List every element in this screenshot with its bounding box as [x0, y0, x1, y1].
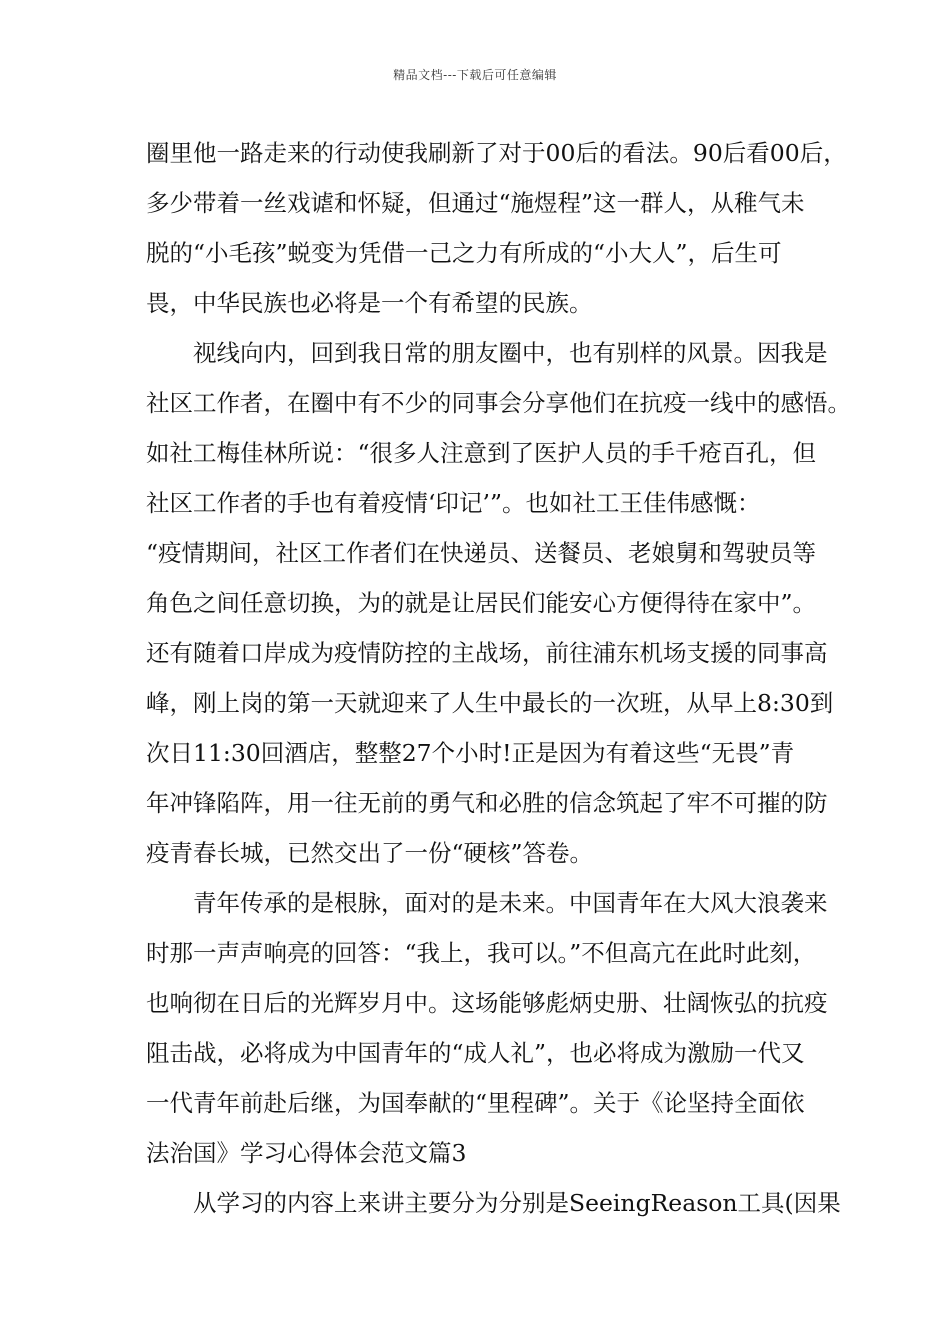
text-line: 时那一声声响亮的回答：“我上，我可以。”不但高亢在此时此刻， — [146, 939, 817, 967]
document-body — [146, 128, 851, 1228]
text-line: 疫青春长城，已然交出了一份“硬核”答卷。 — [146, 839, 594, 867]
text-line: 圈里他一路走来的行动使我刷新了对于00后的看法。90后看00后， — [146, 139, 847, 167]
page-header: 精品文档---下载后可任意编辑 — [393, 68, 557, 82]
text-line: 还有随着口岸成为疫情防控的主战场，前往浦东机场支援的同事高 — [146, 639, 828, 667]
text-line: 角色之间任意切换，为的就是让居民们能安心方便得待在家中”。 — [146, 589, 817, 617]
text-line: 如社工梅佳林所说：“很多人注意到了医护人员的手千疮百孔，但 — [146, 439, 817, 467]
text-line: 法治国》学习心得体会范文篇3 — [146, 1139, 467, 1167]
text-line: 社区工作者，在圈中有不少的同事会分享他们在抗疫一线中的感悟。 — [146, 389, 851, 417]
text-line: 从学习的内容上来讲主要分为分别是SeeingReason工具(因果 — [193, 1189, 841, 1217]
text-line: “疫情期间，社区工作者们在快递员、送餐员、老娘舅和驾驶员等 — [146, 539, 817, 567]
text-line: 一代青年前赴后继，为国奉献的“里程碑”。关于《论坚持全面依 — [146, 1089, 805, 1117]
text-line: 视线向内，回到我日常的朋友圈中，也有别样的风景。因我是 — [193, 339, 828, 367]
text-line: 也响彻在日后的光辉岁月中。这场能够彪炳史册、壮阔恢弘的抗疫 — [146, 989, 828, 1017]
text-line: 社区工作者的手也有着疫情‘印记’”。也如社工王佳伟感慨： — [146, 489, 761, 517]
text-line: 峰，刚上岗的第一天就迎来了人生中最长的一次班，从早上8:30到 — [146, 689, 834, 717]
text-line: 多少带着一丝戏谑和怀疑，但通过“施煜程”这一群人，从稚气未 — [146, 189, 805, 217]
text-line: 畏，中华民族也必将是一个有希望的民族。 — [146, 289, 593, 317]
text-line: 青年传承的是根脉，面对的是未来。中国青年在大风大浪袭来 — [193, 889, 828, 917]
text-line: 阻击战，必将成为中国青年的“成人礼”，也必将成为激励一代又 — [146, 1039, 805, 1067]
text-line: 次日11:30回酒店，整整27个小时!正是因为有着这些“无畏”青 — [146, 739, 795, 767]
text-line: 脱的“小毛孩”蜕变为凭借一己之力有所成的“小大人”，后生可 — [146, 239, 782, 267]
text-line: 年冲锋陷阵，用一往无前的勇气和必胜的信念筑起了牢不可摧的防 — [146, 789, 828, 817]
